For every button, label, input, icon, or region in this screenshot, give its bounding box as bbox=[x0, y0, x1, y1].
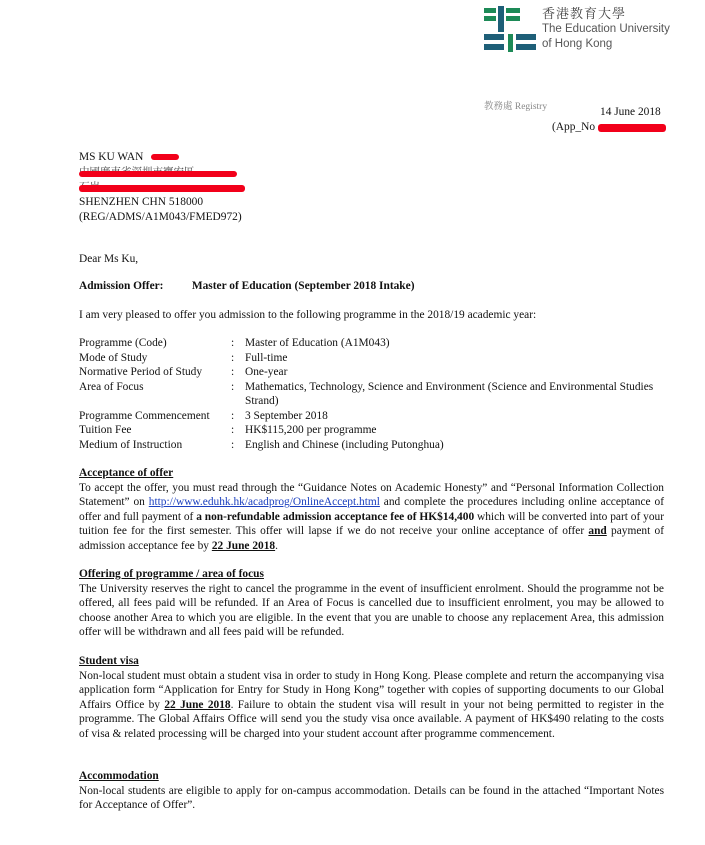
table-row bbox=[79, 336, 669, 351]
admission-offer-line bbox=[79, 280, 415, 292]
offering-text: The University reserves the right to cancel the programme in the event of insufficient enrolment. Should the programme not be offered, all fees paid will be refunded. If an Area of Focus is cancelled due to insufficient enrolment, you may be allowed to choose another Area to which you are eligible. In the event that you are unable to choose any replacement Area, this admission offer will be withdrawn and all fees paid will be refunded. bbox=[79, 582, 664, 639]
offering-heading: Offering of programme / area of focus bbox=[79, 568, 264, 580]
detail-colon: : bbox=[231, 351, 235, 364]
detail-value: Master of Education (A1M043) bbox=[245, 337, 390, 349]
table-row bbox=[79, 409, 669, 424]
acceptance-text-3: which will be converted into part of your tuition fee for the first semester. This offer will lapse if we do not receive your online acceptance of offer bbox=[79, 510, 664, 538]
acceptance-and: and bbox=[588, 525, 607, 538]
detail-colon: : bbox=[231, 409, 235, 422]
recipient-name-text: MS KU WAN bbox=[79, 151, 144, 163]
registry-label: 教務處 Registry bbox=[484, 102, 548, 112]
online-accept-link[interactable]: http://www.eduhk.hk/acadprog/OnlineAccept.html bbox=[148, 496, 380, 509]
offer-value: Master of Education (September 2018 Intake) bbox=[191, 280, 415, 292]
acceptance-fee-text: a non-refundable admission acceptance fee of HK$14,400 bbox=[196, 510, 475, 523]
detail-key: Programme (Code) bbox=[79, 337, 167, 349]
offering-section bbox=[79, 567, 664, 640]
table-row bbox=[79, 423, 669, 438]
address-city: SHENZHEN CHN 518000 bbox=[79, 196, 204, 208]
detail-value: Full-time bbox=[245, 351, 288, 364]
redaction-address-2 bbox=[79, 185, 245, 192]
acceptance-text-2: and complete the procedures including online acceptance of offer and full payment of bbox=[79, 496, 664, 523]
app-no-prefix: (App_No bbox=[552, 121, 596, 133]
acceptance-text-1: To accept the offer, you must read through the “Guidance Notes on Academic Honesty” and “Personal Information Collection Statement” on bbox=[79, 481, 664, 509]
offer-label: Admission Offer: bbox=[79, 280, 164, 292]
acceptance-text-4: payment of admission acceptance fee by bbox=[79, 525, 665, 552]
eduhk-logo-icon bbox=[484, 6, 536, 54]
redaction-name bbox=[151, 154, 179, 160]
accommodation-section bbox=[79, 769, 664, 813]
salutation: Dear Ms Ku, bbox=[79, 253, 139, 265]
acceptance-heading: Acceptance of offer bbox=[79, 467, 174, 479]
accommodation-heading: Accommodation bbox=[79, 770, 159, 782]
reference-number: (REG/ADMS/A1M043/FMED972) bbox=[79, 211, 242, 223]
detail-value: One-year bbox=[245, 366, 288, 378]
redaction-address-1 bbox=[79, 171, 237, 177]
acceptance-section bbox=[79, 466, 664, 554]
detail-key: Tuition Fee bbox=[79, 424, 132, 436]
visa-heading: Student visa bbox=[79, 655, 139, 667]
acceptance-deadline: 22 June 2018 bbox=[211, 539, 276, 552]
intro-paragraph: I am very pleased to offer you admission to the following programme in the 2018/19 academic year: bbox=[79, 309, 537, 321]
acceptance-text bbox=[79, 481, 664, 554]
address-line-2 bbox=[79, 165, 242, 180]
visa-text bbox=[79, 669, 664, 742]
detail-key: Programme Commencement bbox=[79, 409, 210, 422]
detail-key: Mode of Study bbox=[79, 351, 148, 364]
recipient-name bbox=[79, 150, 242, 165]
recipient-address bbox=[79, 150, 242, 225]
detail-key: Area of Focus bbox=[79, 380, 144, 393]
detail-key: Medium of Instruction bbox=[79, 438, 183, 451]
letter-date: 14 June 2018 bbox=[600, 106, 661, 118]
visa-deadline: 22 June 2018 bbox=[164, 698, 231, 711]
table-row bbox=[79, 438, 669, 453]
table-row bbox=[79, 351, 669, 366]
logo-english-name-2: of Hong Kong bbox=[542, 37, 613, 50]
visa-text-1: Non-local student must obtain a student visa in order to study in Hong Kong. Please complete and return the accompanying visa application form “Application for Entry for Study in Hong Kong” together with copies of supporting documents to our Global Affairs Office by bbox=[79, 669, 664, 711]
detail-colon: : bbox=[231, 366, 235, 378]
detail-value: Mathematics, Technology, Science and Environment (Science and Environmental Studies Strand) bbox=[245, 380, 654, 407]
detail-colon: : bbox=[231, 337, 235, 349]
detail-value: 3 September 2018 bbox=[245, 409, 328, 422]
visa-section bbox=[79, 654, 664, 742]
address-line-3 bbox=[79, 180, 242, 195]
accommodation-text: Non-local students are eligible to apply for on-campus accommodation. Details can be found in the attached “Important Notes for Acceptance of Offer”. bbox=[79, 784, 664, 812]
programme-details-table bbox=[79, 336, 669, 452]
logo-chinese-name: 香港教育大學 bbox=[542, 6, 627, 21]
table-row bbox=[79, 365, 669, 380]
detail-colon: : bbox=[231, 424, 235, 436]
logo-english-name-1: The Education University bbox=[542, 23, 670, 36]
detail-colon: : bbox=[231, 438, 235, 451]
detail-value: English and Chinese (including Putonghua) bbox=[245, 438, 444, 451]
table-row bbox=[79, 380, 669, 409]
logo-text bbox=[542, 6, 670, 51]
university-logo bbox=[484, 6, 674, 58]
detail-value: HK$115,200 per programme bbox=[245, 424, 377, 436]
detail-key: Normative Period of Study bbox=[79, 366, 203, 378]
visa-text-2: . Failure to obtain the student visa will result in your not being permitted to register in the programme. The Global Affairs Office will send you the study visa once available. A payment of HK$490 relating to the costs of visa & related processing will be charged into your student account after programme commencement. bbox=[79, 698, 664, 740]
acceptance-text-5: . bbox=[275, 539, 278, 552]
application-number bbox=[552, 121, 595, 133]
detail-colon: : bbox=[231, 380, 235, 393]
redaction-app-no bbox=[598, 124, 666, 132]
